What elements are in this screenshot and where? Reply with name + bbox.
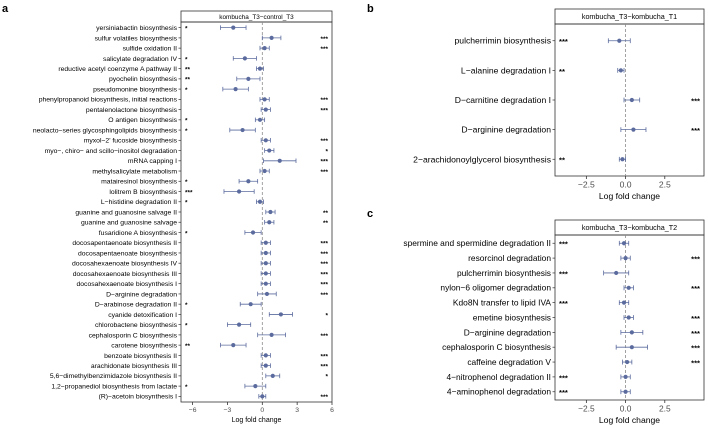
panel-a-significance: *** [320,291,328,299]
panel-a-category-label: pentalenolactone biosynthesis [85,106,177,114]
panel-a-point [246,179,250,183]
panel-c-point [625,360,629,364]
panel-a-significance: ** [185,66,190,74]
panel-b-category-label: D−carnitine degradation I [454,95,551,106]
panel-c-point [614,271,618,275]
panel-a-category-label: cyanide detoxification I [108,311,177,319]
panel-a-significance: *** [320,97,328,105]
panel-a-point [249,302,253,306]
panel-a-category-label: neolacto−series glycosphingolipids biosynthesis [32,127,177,135]
panel-a-point [243,56,247,60]
panel-c-category-label: nylon−6 oligomer degradation [440,282,551,293]
panel-a-point [264,138,268,142]
panel-a-xtick-label: 0 [260,406,265,414]
panel-b-point [619,68,623,72]
panel-b-xlabel: Log fold change [598,191,661,202]
panel-a-point [270,333,274,337]
panel-a-significance: *** [320,46,328,54]
panel-c-significance: *** [691,254,700,264]
panel-a-category-label: pseudomonine biosynthesis [93,86,177,94]
panel-b-significance: ** [559,155,565,165]
panel-a-category-label: lolitrem B biosynthesis [109,188,177,196]
panel-a-category-label: phenylpropanoid biosynthesis, initial reactions [38,96,177,104]
panel-a-category-label: docosapentaenoate biosynthesis II [72,240,177,248]
panel-a-xtick-label: 3 [295,406,300,414]
panel-a-point [258,67,262,71]
panel-c-xlabel: Log fold change [598,415,661,425]
panel-a-significance: *** [320,250,328,258]
panel-a-significance: *** [320,332,328,340]
panel-a-category-label: arachidonate biosynthesis III [90,363,177,371]
panel-a-significance: ** [323,220,328,228]
panel-c-category-label: emetine biosynthesis [472,312,551,323]
panel-b-significance: *** [691,96,700,106]
panel-a-significance: * [185,127,188,135]
panel-a-significance: ** [323,209,328,217]
panel-a-category-label: carotene biosynthesis [111,342,177,350]
panel-a-category-label: chlorobactene biosynthesis [95,322,177,330]
panel-c-significance: *** [559,239,568,249]
panel-a-point [260,394,264,398]
panel-b-point [630,98,634,102]
panel-c-point [627,315,631,319]
panel-c-significance: *** [691,284,700,294]
panel-c-category-label: resorcinol degradation [468,253,551,264]
panel-a-significance: * [185,117,188,125]
panel-c-label: c [367,208,374,220]
panel-c-category-label: Kdo8N transfer to lipid IVA [452,297,551,308]
panel-a-significance: *** [320,271,328,279]
panel-b-xtick-label: 0.0 [619,179,632,190]
panel-a-point [237,189,241,193]
panel-b-significance: *** [691,126,700,136]
panel-a-significance: * [185,199,188,207]
panel-a-category-label: docosahexaenoate biosynthesis III [72,270,177,278]
panel-a-category-label: myo−, chiro− and scillo−inositol degradation [44,147,177,155]
panel-a-category-label: matairesinol biosynthesis [101,178,177,186]
panel-a-significance: *** [320,158,328,166]
panel-a-point [268,210,272,214]
panel-c-point [623,390,627,394]
panel-a-point [264,364,268,368]
panel-a-significance: *** [320,363,328,371]
panel-a-point [267,148,271,152]
panel-a-category-label: 1,2−propanediol biosynthesis from lactate [51,383,177,391]
panel-a-point [240,128,244,132]
panel-a-point [263,46,267,50]
panel-a-xlabel: Log fold change [231,416,282,424]
panel-a-significance: * [185,56,188,64]
panel-a-significance: *** [320,394,328,402]
panel-c-significance: *** [691,313,700,323]
panel-a-xtick-label: −3 [223,406,232,414]
panel-c-point [622,241,626,245]
panel-a-category-label: fusaridione A biosynthesis [98,229,177,237]
panel-a-point [258,200,262,204]
panel-c-xtick-label: 2.5 [658,403,671,414]
panel-c-xtick-label: 0.0 [619,403,632,414]
panel-a-point [267,220,271,224]
panel-b-point [631,128,635,132]
panel-a-significance: *** [320,261,328,269]
panel-a-significance: * [185,230,188,238]
panel-c-category-label: D−arginine degradation [463,327,551,338]
panel-c-point [623,375,627,379]
panel-a-significance: * [325,148,328,156]
panel-a-significance: * [325,312,328,320]
panel-a-significance: * [185,302,188,310]
panel-c-xtick-label: −2.5 [578,403,595,414]
panel-a-point [237,323,241,327]
panel-c-category-label: spermine and spermidine degradation II [403,238,551,249]
panel-a-category-label: O antigen biosynthesis [108,117,177,125]
panel-a-category-label: pyochelin biosynthesis [108,76,177,84]
panel-c-significance: *** [559,299,568,309]
panel-a-point [253,384,257,388]
panel-a-point [264,282,268,286]
panel-b-label: b [367,3,374,15]
panel-c-significance: *** [559,269,568,279]
panel-a-point [231,26,235,30]
panel-a-category-label: L−histidine degradation II [100,199,177,207]
panel-a-category-label: docosapentaenoate biosynthesis [77,250,177,258]
panel-c-point [630,345,634,349]
panel-b-point [620,157,624,161]
panel-a-significance: * [185,25,188,33]
panel-a-category-label: mRNA capping I [127,158,177,166]
panel-a-point [264,251,268,255]
panel-a-significance: *** [320,168,328,176]
panel-a-significance: * [185,179,188,187]
panel-a-xtick-label: 6 [330,406,334,414]
panel-a-significance: *** [320,35,328,43]
panel-a-point [263,97,267,101]
panel-a-significance: *** [185,189,193,197]
panel-a-point [246,77,250,81]
panel-a-category-label: methylsalicylate metabolism [92,168,177,176]
panel-a-significance: * [185,322,188,330]
panel-a-category-label: benzoate biosynthesis II [104,352,177,360]
panel-a-point [263,169,267,173]
panel-a-point [271,374,275,378]
panel-c-significance: *** [559,373,568,383]
panel-a-significance: * [185,383,188,391]
panel-a-category-label: D−arabinose degradation II [94,301,177,309]
panel-a-significance: *** [320,281,328,289]
panel-c-title: kombucha_T3−kombucha_T2 [581,223,678,233]
panel-a-category-label: yersiniabactin biosynthesis [96,25,177,33]
panel-a-category-label: (R)−acetoin biosynthesis I [98,393,177,401]
panel-b-category-label: D−arginine degradation [461,124,551,135]
panel-a-category-label: myxol−2' fucoside biosynthesis [83,137,177,145]
panel-a-point [251,230,255,234]
panel-a-title: kombucha_T3−control_T3 [219,13,294,21]
panel-c-significance: *** [691,358,700,368]
panel-a-point [265,292,269,296]
panel-a-point [264,271,268,275]
panel-a-significance: * [185,86,188,94]
panel-a-point [270,36,274,40]
panel-b-title: kombucha_T3−kombucha_T1 [581,12,678,22]
panel-b-category-label: pulcherrimin biosynthesis [454,35,551,46]
panel-b-significance: *** [559,37,568,47]
panel-c-category-label: pulcherrimin biosynthesis [456,267,551,278]
panel-a-category-label: guanine and guanosine salvage II [75,209,177,217]
panel-a-point [278,159,282,163]
panel-a-significance: *** [320,138,328,146]
panel-a-point [258,118,262,122]
panel-a-category-label: salicylate degradation IV [102,55,177,63]
panel-a-label: a [2,3,9,15]
panel-a-point [231,343,235,347]
panel-a-category-label: guanine and guanosine salvage [81,219,177,227]
panel-c-significance: *** [691,328,700,338]
panel-a-significance: * [325,373,328,381]
panel-b-category-label: 2−arachidonoylglycerol biosynthesis [413,154,551,165]
panel-a-significance: *** [320,353,328,361]
panel-a-category-label: 5,6−dimethylbenzimidazole biosynthesis II [49,373,177,381]
panel-a-point [264,353,268,357]
panel-a-category-label: sulfide oxidation II [122,45,177,53]
panel-b-xtick-label: −2.5 [577,179,595,190]
panel-c-category-label: caffeine degradation V [467,356,551,367]
panel-a-point [264,241,268,245]
panel-a-significance: *** [320,107,328,115]
panel-a-category-label: docosahexaenoate biosynthesis IV [71,260,177,268]
panel-c-significance: *** [559,388,568,398]
panel-a-significance: ** [185,76,190,84]
panel-a-category-label: cephalosporin C biosynthesis [88,332,177,340]
panel-a-significance: *** [320,240,328,248]
panel-b-point [617,39,621,43]
panel-a-point [264,261,268,265]
panel-a-significance: ** [185,343,190,351]
panel-c-point [623,256,627,260]
panel-a-point [233,87,237,91]
panel-a-category-label: D−arginine degradation [106,291,177,299]
panel-a-category-label: docosahexaenoate biosynthesis I [76,281,177,289]
panel-c-point [622,301,626,305]
panel-a-category-label: sulfur volatiles biosynthesis [94,35,177,43]
panel-b-xtick-label: 2.5 [658,179,671,190]
panel-c-point [627,286,631,290]
panel-c-category-label: 4−aminophenol degradation [446,386,551,397]
panel-b-category-label: L−alanine degradation I [460,65,551,76]
panel-b-significance: ** [559,66,565,76]
panel-a-point [279,312,283,316]
panel-a-category-label: reductive acetyl coenzyme A pathway II [58,65,177,73]
panel-a-xtick-label: −6 [188,406,197,414]
panel-c-significance: *** [691,343,700,353]
panel-c-point [630,330,634,334]
panel-c-category-label: 4−nitrophenol degradation II [446,371,551,382]
panel-c-category-label: cephalosporin C biosynthesis [442,342,551,353]
panel-a-point [264,107,268,111]
